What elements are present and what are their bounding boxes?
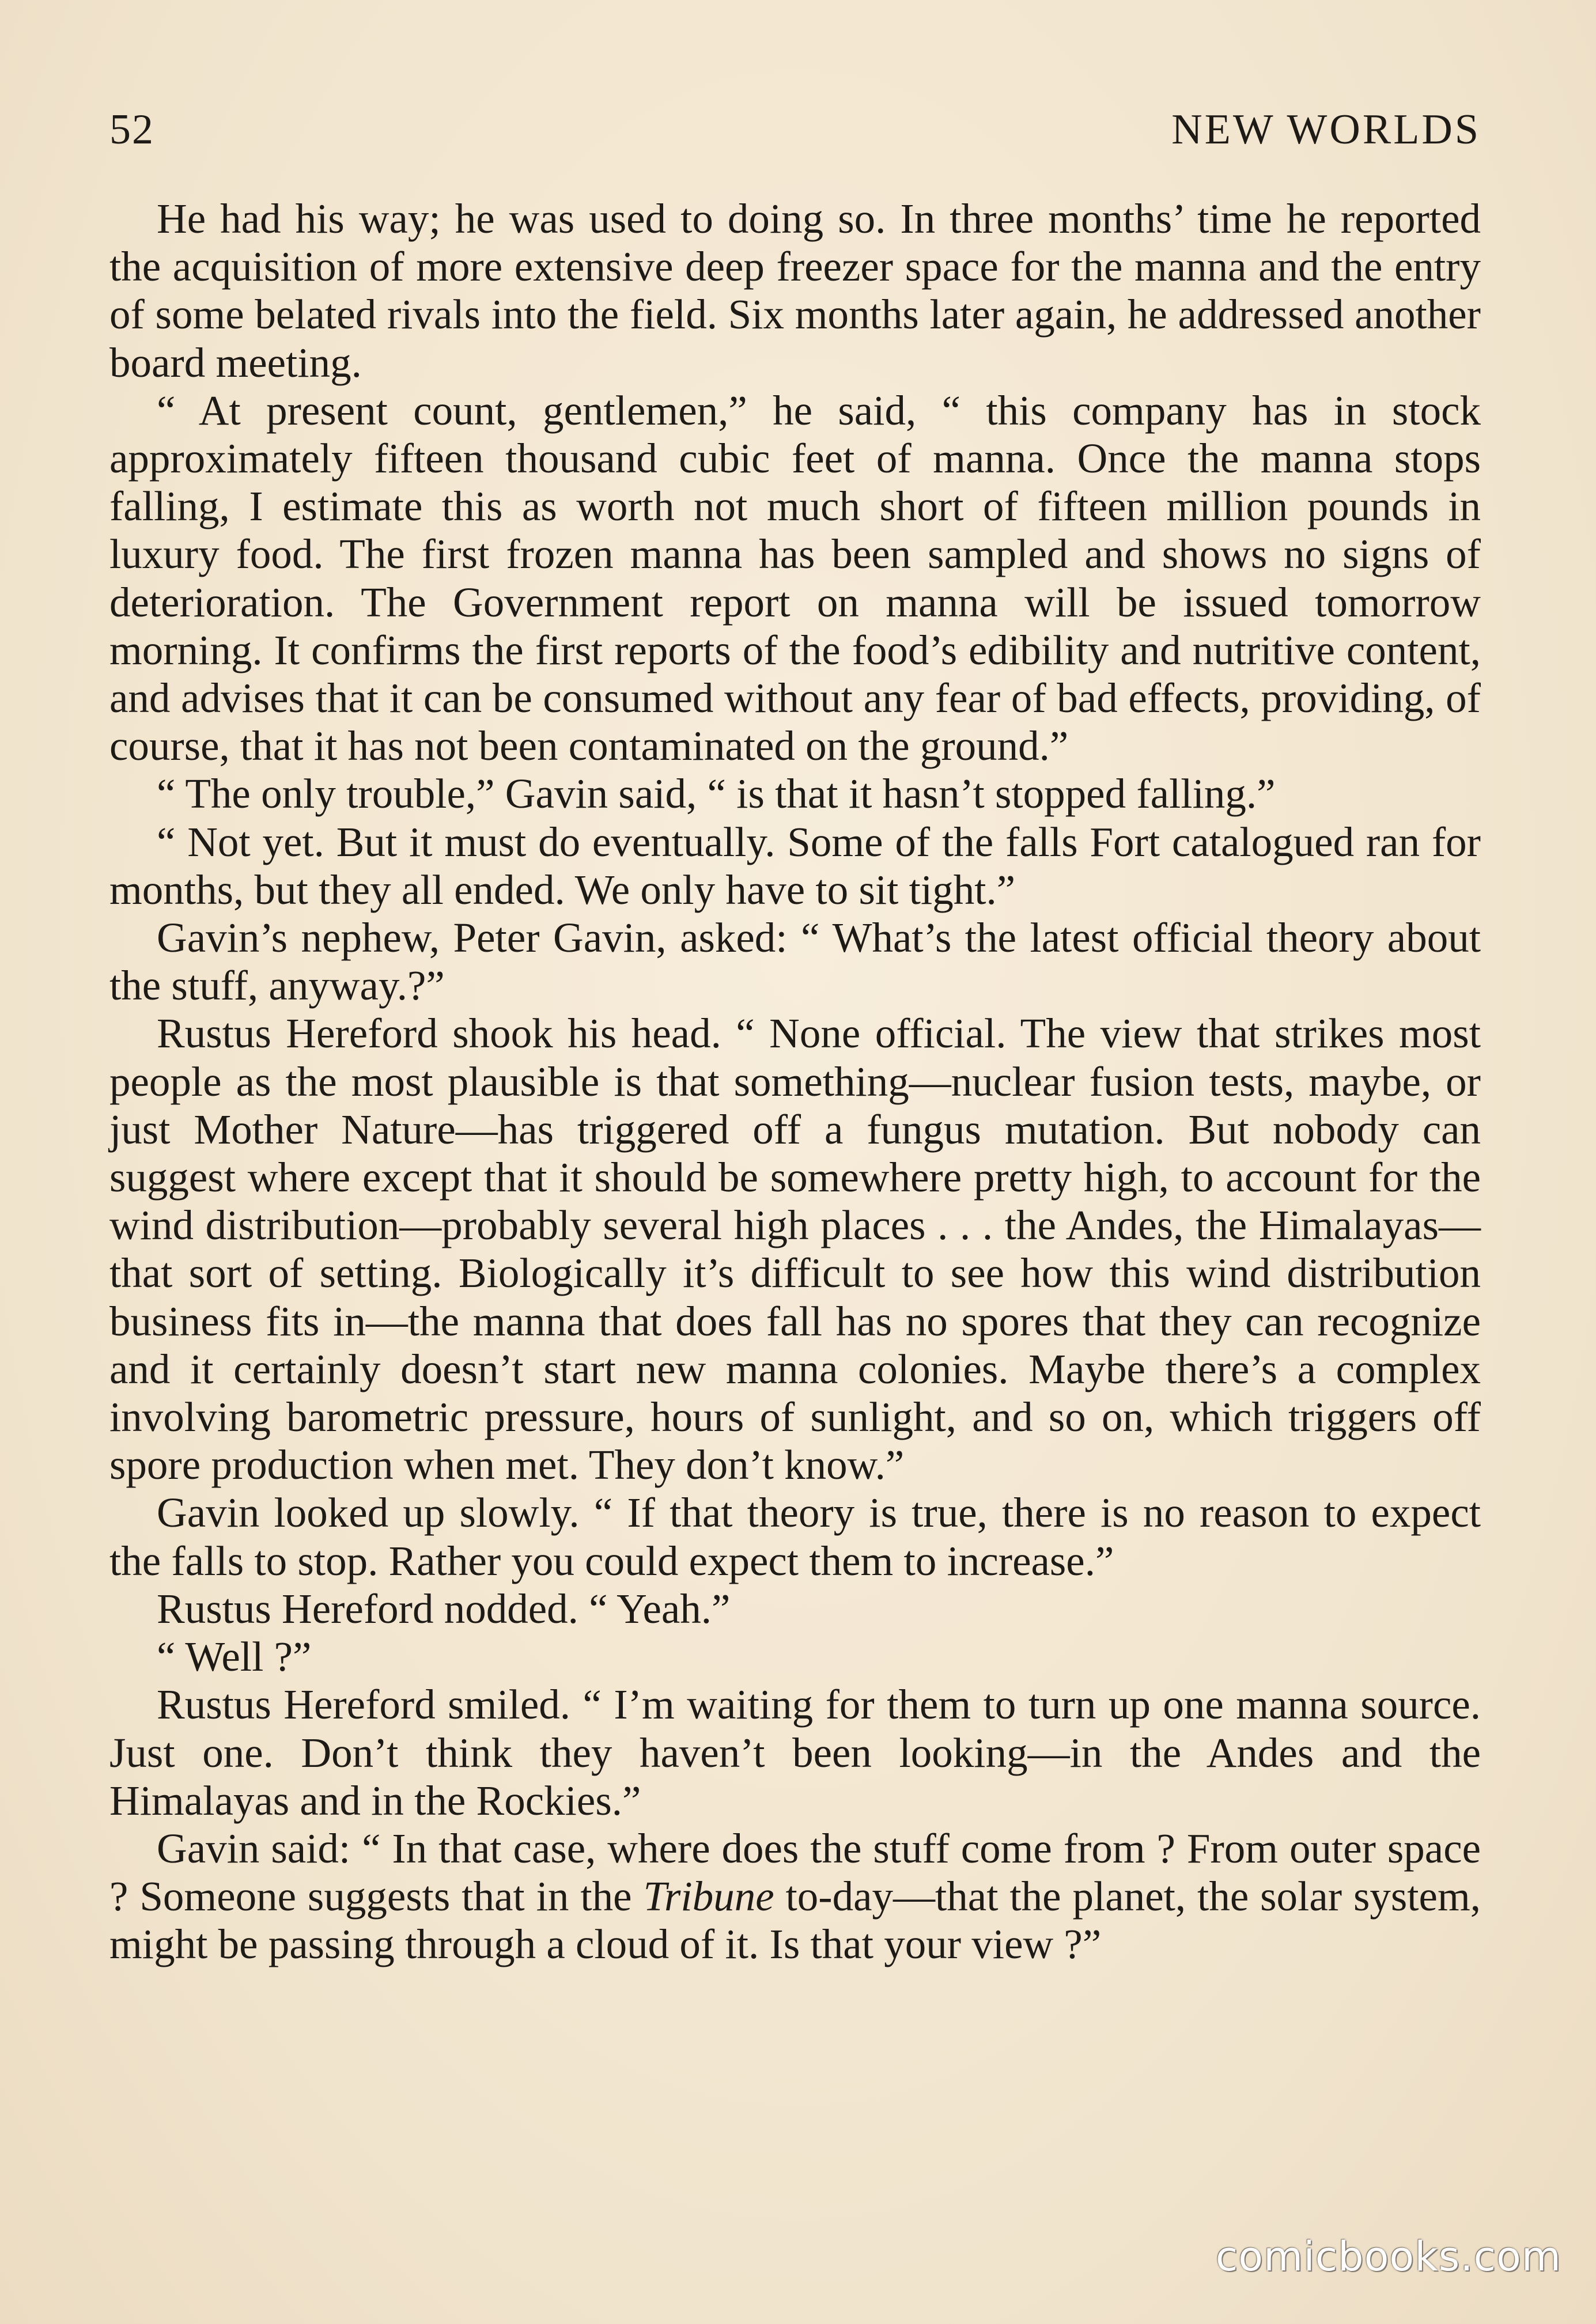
- paragraph: Rustus Hereford smiled. “ I’m waiting for them to turn up one manna source. Just one. Don’t think they haven’t been looking—in the Andes and the Himalayas and in the Rockies.”: [109, 1681, 1481, 1824]
- running-title: NEW WORLDS: [1171, 106, 1481, 153]
- paragraph-text: to-day—that the planet, the solar system, might be passing through a cloud of it. Is that your view ?”: [109, 1873, 1481, 1968]
- newspaper-title: Tribune: [643, 1873, 774, 1920]
- paragraph-text: Gavin said: “ In that case, where does the stuff come from ? From outer space ? Someone suggests that in the: [109, 1825, 1481, 1920]
- paragraph: Gavin looked up slowly. “ If that theory is true, there is no reason to expect the falls to stop. Rather you could expect them to increase.”: [109, 1489, 1481, 1584]
- paragraph: Rustus Hereford shook his head. “ None official. The view that strikes most people as the most plausible is that something—nuclear fusion tests, maybe, or just Mother Nature—has triggered off a fungus mutation. But nobody can suggest where except that it should be somewhere pretty high, to account for the wind distribution—probably several high places . . . the Andes, the Himalayas—that sort of setting. Biologically it’s difficult to see how this wind distribution business fits in—the manna that does fall has no spores that they can recognize and it certainly doesn’t start new manna colonies. Maybe there’s a complex involving barometric pressure, hours of sunlight, and so on, which triggers off spore production when met. They don’t know.”: [109, 1010, 1481, 1489]
- watermark: comicbooks.com: [1215, 2233, 1561, 2280]
- paragraph: Gavin’s nephew, Peter Gavin, asked: “ What’s the latest official theory about the stuff, anyway.?”: [109, 914, 1481, 1009]
- page-number: 52: [109, 106, 154, 153]
- paragraph: “ The only trouble,” Gavin said, “ is that it hasn’t stopped falling.”: [157, 770, 1276, 817]
- paragraph: “ Well ?”: [157, 1633, 312, 1680]
- paragraph-last: [109, 1825, 1481, 1969]
- paragraph: “ Not yet. But it must do eventually. Some of the falls Fort catalogued ran for months, but they all ended. We only have to sit tight.”: [109, 818, 1481, 913]
- paragraph: “ At present count, gentlemen,” he said, “ this company has in stock approximately fifteen thousand cubic feet of manna. Once the manna stops falling, I estimate this as worth not much short of fifteen million pounds in luxury food. The first frozen manna has been sampled and shows no signs of deterioration. The Government report on manna will be issued tomorrow morning. It confirms the first reports of the food’s edibility and nutritive content, and advises that it can be consumed without any fear of bad effects, providing, of course, that it has not been contaminated on the ground.”: [109, 387, 1481, 770]
- paragraph: Rustus Hereford nodded. “ Yeah.”: [157, 1585, 731, 1632]
- body-text: [109, 195, 1481, 1969]
- running-head: [109, 101, 1481, 158]
- paragraph: He had his way; he was used to doing so. In three months’ time he reported the acquisition of more extensive deep freezer space for the manna and the entry of some belated rivals into the field. Six months later again, he addressed another board meeting.: [109, 195, 1481, 386]
